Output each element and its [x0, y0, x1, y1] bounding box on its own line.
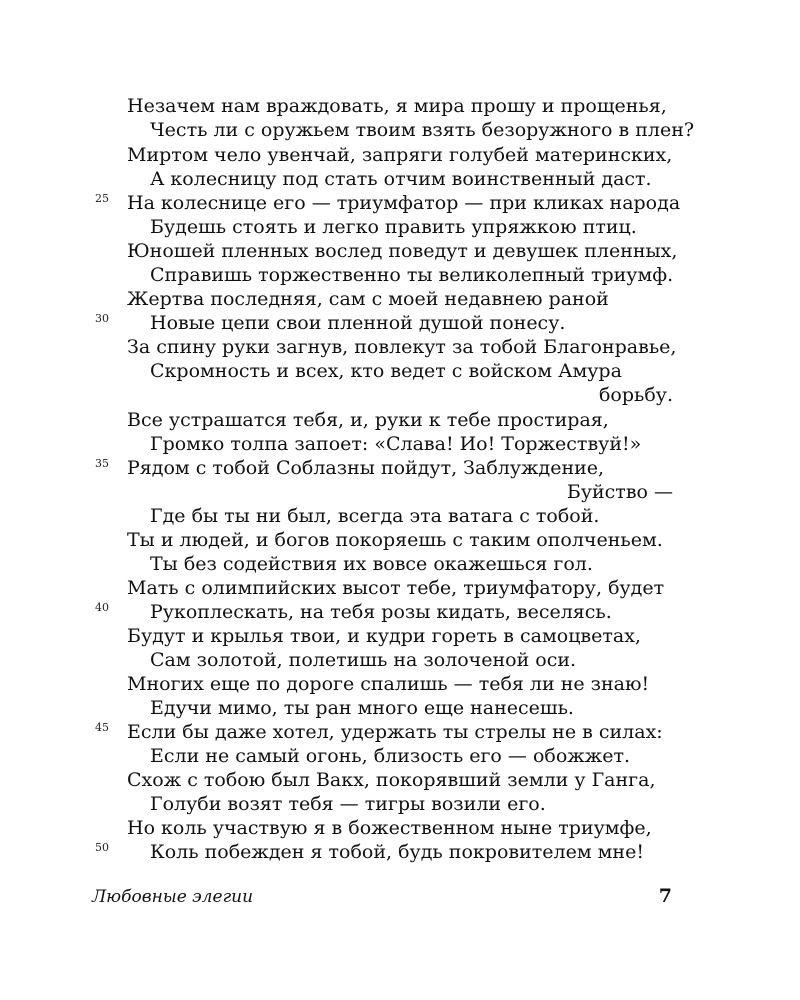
verse-line: Честь ли с оружьем твоим взять безоружного в плен?	[150, 119, 695, 141]
verse-line: Едучи мимо, ты ран много еще нанесешь.	[150, 697, 574, 719]
verse-line: 30 Новые цепи свои пленной душой понесу.	[95, 312, 566, 334]
verse-line: Скромность и всех, кто ведет с войском Амура	[150, 360, 622, 382]
verse-line-continuation: борьбу.	[598, 384, 673, 406]
page-number: 7	[658, 885, 672, 907]
verse-line: Громко толпа запоет: «Слава! Ио! Торжествуй!»	[150, 433, 642, 455]
running-footer-title: Любовные элегии	[92, 887, 254, 907]
verse-line: А колесницу под стать отчим воинственный даст.	[150, 168, 652, 190]
verse-line: Где бы ты ни был, всегда эта ватага с тобой.	[150, 505, 600, 527]
verse-line: Справишь торжественно ты великолепный триумф.	[150, 264, 674, 286]
verse-line: Но коль участвую я в божественном ныне триумфе,	[127, 817, 652, 839]
verse-line: 40 Рукоплескать, на тебя розы кидать, веселясь.	[95, 601, 612, 623]
verse-line: Будешь стоять и легко править упряжкою птиц.	[150, 216, 637, 238]
verse-line: 35 Рядом с тобой Соблазны пойдут, Заблуждение,	[95, 457, 605, 479]
line-number: 30	[95, 312, 109, 325]
verse-line: Незачем нам враждовать, я мира прошу и прощенья,	[127, 95, 667, 117]
verse-line: Жертва последняя, сам с моей недавнею раной	[127, 288, 609, 310]
verse-line: 25 На колеснице его — триумфатор — при кликах народа	[95, 192, 681, 214]
line-number: 40	[95, 601, 109, 614]
line-number: 25	[95, 192, 109, 205]
verse-line: Мать с олимпийских высот тебе, триумфатору, будет	[127, 577, 665, 599]
line-number: 35	[95, 457, 109, 470]
verse-line: Если не самый огонь, близость его — обожжет.	[150, 745, 631, 767]
verse-line: 50 Коль побежден я тобой, будь покровителем мне!	[95, 841, 644, 863]
verse-line: Схож с тобою был Вакх, покорявший земли у Ганга,	[127, 769, 656, 791]
verse-line: Юношей пленных вослед поведут и девушек пленных,	[127, 240, 678, 262]
line-number: 50	[95, 841, 109, 854]
line-number: 45	[95, 721, 109, 734]
verse-line: Голуби возят тебя — тигры возили его.	[150, 793, 546, 815]
verse-line: Миртом чело увенчай, запряги голубей материнских,	[127, 144, 673, 166]
verse-line: Многих еще по дороге спалишь — тебя ли не знаю!	[127, 673, 650, 695]
verse-line-continuation: Буйство —	[566, 481, 673, 503]
verse-line: Сам золотой, полетишь на золоченой оси.	[150, 649, 577, 671]
verse-line: Будут и крылья твои, и кудри гореть в самоцветах,	[127, 625, 641, 647]
verse-line: Ты без содействия их вовсе окажешься гол.	[150, 553, 593, 575]
verse-line: Ты и людей, и богов покоряешь с таким ополченьем.	[127, 529, 663, 551]
verse-line: 45 Если бы даже хотел, удержать ты стрелы не в силах:	[95, 721, 663, 743]
verse-line: За спину руки загнув, повлекут за тобой Благонравье,	[127, 336, 677, 358]
verse-line: Все устрашатся тебя, и, руки к тебе простирая,	[127, 409, 609, 431]
